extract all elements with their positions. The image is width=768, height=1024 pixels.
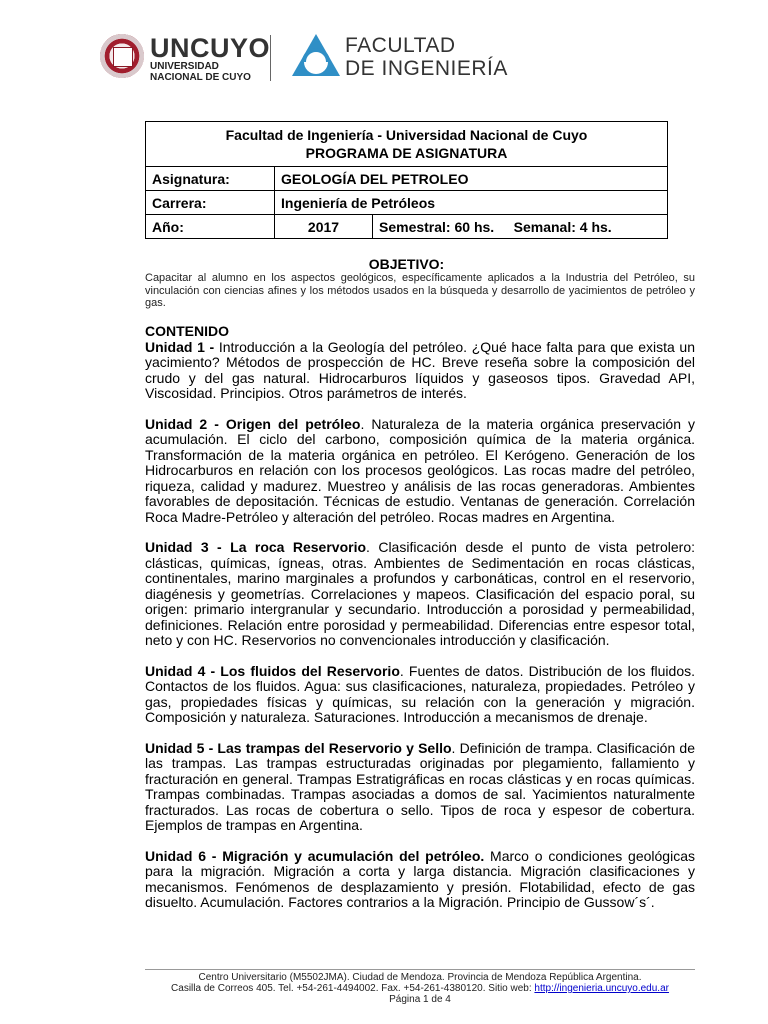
unit-6: [145, 849, 695, 911]
uncuyo-subtitle-1: UNIVERSIDAD: [150, 61, 219, 72]
unit-1: [145, 340, 695, 402]
unit-text: Introducción a la Geología del petróleo. ¿Qué hace falta para que exista un yacimiento? Métodos de prospección de HC. Breve reseña sobre la composición del crudo y del gas natural. Hidrocarburos líquidos y gaseosos tipos. Gravedad API, Viscosidad. Principios. Otros parámetros de interés.: [145, 338, 696, 401]
unit-title: Unidad 1 -: [145, 338, 215, 355]
anio-label: Año:: [146, 215, 275, 239]
course-info-table: [145, 121, 668, 239]
unit-4: [145, 664, 695, 726]
carrera-value: Ingeniería de Petróleos: [275, 191, 668, 215]
unit-text: Marco o condiciones geológicas para la migración. Migración a corta y larga distancia. Migración clasificaciones y mecanismos. Fenómenos de desplazamiento y presión. Flotabilidad, efecto de gas disuelto. Acumulación. Factores contrarios a la Migración. Principio de Gussow´s´.: [145, 847, 695, 910]
faculty-name-line2: DE INGENIERÍA: [345, 57, 508, 80]
unit-title: Unidad 6 - Migración y acumulación del petróleo.: [145, 847, 485, 864]
footer-contact: [120, 983, 720, 994]
page-footer: [120, 972, 720, 1005]
unit-2: [145, 417, 695, 526]
logo-divider: [270, 35, 271, 81]
footer-address: Centro Universitario (M5502JMA). Ciudad de Mendoza. Provincia de Mendoza República Argentina.: [198, 972, 642, 983]
objective-heading: OBJETIVO:: [368, 256, 445, 272]
uncuyo-logo-text: UNCUYO: [150, 33, 271, 63]
anio-value: 2017: [275, 215, 373, 239]
asignatura-label: Asignatura:: [146, 167, 275, 191]
table-subtitle: PROGRAMA DE ASIGNATURA: [305, 145, 508, 161]
uncuyo-subtitle-2: NACIONAL DE CUYO: [150, 72, 251, 83]
carrera-label: Carrera:: [146, 191, 275, 215]
content-section: [145, 324, 695, 926]
semestral-hours: Semestral: 60 hs.: [379, 218, 495, 235]
content-heading: CONTENIDO: [145, 323, 229, 339]
asignatura-value: GEOLOGÍA DEL PETROLEO: [275, 167, 668, 191]
unit-text: . Clasificación desde el punto de vista petrolero: clásticas, químicas, ígneas, otras. Ambientes de Sedimentación en rocas clásticas, continentales, marino marginales a profundos y carbonáticas, control en el reservorio, diagénesis y geometrías. Correlaciones y mapeos. Clasificación del espacio poral, su origen: primario intergranular y secundario. Introducción a porosidad y permeabilidad, definiciones. Relación entre porosidad y permeabilidad. Diferencias entre espesor total, neto y con HC. Reservorios no convencionales introducción y clasificación.: [145, 539, 695, 648]
footer-divider: [145, 969, 695, 970]
unit-text: . Definición de trampa. Clasificación de las trampas. Las trampas estructuradas originadas por plegamiento, fallamiento y fracturación en general. Trampas Estratigráficas en rocas clásticas y en rocas químicas. Trampas combinadas. Trampas asociadas a domos de sal. Yacimientos naturalmente fracturados. Las rocas de cobertura o sello. Tipos de roca y espesor de cobertura. Ejemplos de trampas en Argentina.: [145, 739, 695, 833]
unit-title: Unidad 2 - Origen del petróleo: [145, 415, 361, 432]
unit-title: Unidad 3 - La roca Reservorio: [145, 539, 367, 555]
faculty-name-line1: FACULTAD: [345, 34, 456, 57]
unit-text: . Naturaleza de la materia orgánica preservación y acumulación. El ciclo del carbono, composición química de la materia orgánica. Transformación de la materia orgánica en petróleo. El Kerógeno. Generación de los Hidrocarburos en relación con los procesos geológicos. Las rocas madre del petróleo, riqueza, calidad y madurez. Muestreo y análisis de las rocas generadoras. Ambientes favorables de depositación. Técnicas de estudio. Ventanas de generación. Correlación Roca Madre-Petróleo y alteración del petróleo. Rocas madres en Argentina.: [145, 415, 695, 525]
uncuyo-seal-icon: [100, 34, 144, 78]
unit-text: . Fuentes de datos. Distribución de los fluidos. Contactos de los fluidos. Agua: sus clasificaciones, naturaleza, propiedades. Petróleo y gas, propiedades físicas y químicas, su relación con la generación y migración. Composición y naturaleza. Saturaciones. Introducción a mecanismos de drenaje.: [145, 662, 695, 725]
website-link[interactable]: http://ingenieria.uncuyo.edu.ar: [534, 983, 669, 994]
page-header: [100, 30, 520, 90]
faculty-logo-icon: [290, 32, 342, 80]
table-title: Facultad de Ingeniería - Universidad Nacional de Cuyo: [225, 127, 588, 143]
semanal-hours: Semanal: 4 hs.: [513, 218, 612, 235]
page-number: Página 1 de 4: [389, 994, 451, 1005]
footer-contact-text: Casilla de Correos 405. Tel. +54-261-4494002. Fax. +54-261-4380120. Sitio web:: [171, 983, 535, 994]
unit-title: Unidad 4 - Los fluidos del Reservorio: [145, 662, 400, 679]
unit-5: [145, 741, 695, 834]
table-title-cell: [146, 122, 668, 167]
hours-cell: [373, 215, 668, 239]
unit-title: Unidad 5 - Las trampas del Reservorio y Sello: [145, 739, 452, 756]
objective-text: Capacitar al alumno en los aspectos geológicos, específicamente aplicados a la Industria del Petróleo, su vinculación con ciencias afines y los métodos usados en la búsqueda y desarrollo de yacimientos de petróleo y gas.: [145, 272, 695, 309]
unit-3: [145, 540, 695, 649]
